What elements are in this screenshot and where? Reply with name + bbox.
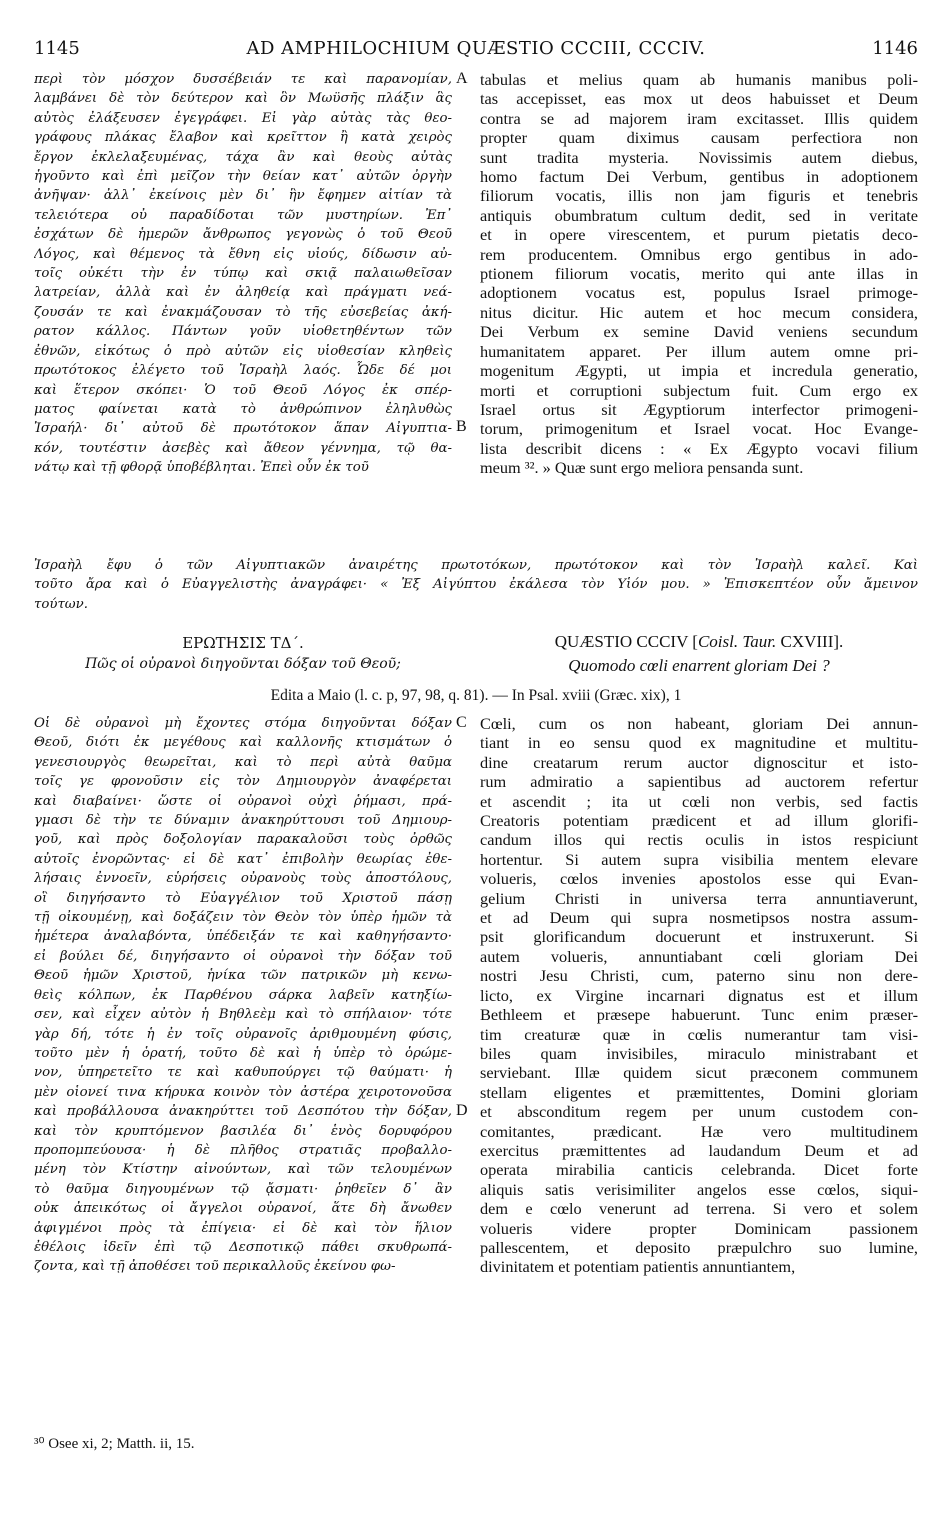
text-line: μένη τὸν Κτίστην αἰνούντων, καὶ τῶν τελουμένων xyxy=(34,1162,452,1178)
text-line: θεὶς κόλπων, ἐκ Παρθένου σάρκα λαβεῖν κατηξίω- xyxy=(34,987,452,1003)
text-line: ζοντα, καὶ τῇ ἀποθέσει τοῦ περικαλλοῦς ἐκείνου φω- xyxy=(34,1259,396,1275)
text-line: λατρείαν, ἀλλὰ καὶ ἐν ἀληθείᾳ καὶ πράγματι νεά- xyxy=(34,285,452,301)
text-line: τῇ οἰκουμένῃ, καὶ δοξάζειν τὸν Θεὸν τὸν ὑπὲρ ἡμῶν τὰ xyxy=(34,910,452,926)
text-line: Θεοῦ ἡμῶν Χριστοῦ, ἡνίκα τῶν πατρικῶν μὴ κενω- xyxy=(34,968,452,984)
text-line: operata mirabilia canticis celebranda. Dicet forte xyxy=(480,1160,918,1180)
top-latin-column xyxy=(480,70,918,478)
text-line: τελειότερα οὐ παραδίδοται τῶν μυστηρίων. Ἐπ᾽ xyxy=(34,207,452,223)
marker-a: A xyxy=(456,70,468,87)
latin-title-number: CXVIII]. xyxy=(776,632,844,651)
top-greek-column xyxy=(34,70,452,478)
text-line: Ἰσραὴλ ἔφυ ὁ τῶν Αἰγυπτιακῶν ἀναιρέτης πρωτοτόκων, πρωτότοκον καὶ τὸν Ἰσραὴλ καλεῖ. Καὶ xyxy=(34,558,918,573)
text-line: morti et corruptioni subjectum fuit. Cum ergo ex xyxy=(480,380,918,400)
text-line: meum ³². » Quæ sunt ergo meliora pensanda sunt. xyxy=(480,458,804,478)
running-title: AD AMPHILOCHIUM QUÆSTIO CCCIII, CCCIV. xyxy=(246,38,706,59)
text-line: tiant in eo sensu quod ex magnitudine et multitu- xyxy=(480,733,918,753)
marker-c: C xyxy=(456,714,467,731)
text-line: ptionem filiorum vocatis, merito qui ante illas in xyxy=(480,264,918,284)
text-line: ἔργον ἐκλελαξευμένας, τάχα ἂν καὶ θεοὺς αὐτὰς xyxy=(34,149,452,165)
text-line: ἀνῆψαν· ἀλλ᾽ ἐκείνοις μὲν δι᾽ ἣν ἔφημεν αἰτίαν τὰ xyxy=(34,188,452,204)
text-line: nitus dicitur. Hic autem et hoc mecum considera, xyxy=(480,302,918,322)
text-line: hortentur. Si autem supra visibilia mentem elevare xyxy=(480,849,918,869)
text-line: Dei Verbum ex semine David veniens secundum xyxy=(480,322,918,342)
text-line: γοῦ, καὶ πρὸς δοξολογίαν παρακαλοῦσι τοὺς ὀρθῶς xyxy=(34,832,452,848)
text-line: humanitatem apparet. Per illum autem omne pri- xyxy=(480,341,918,361)
text-line: exercitus præmittentes ad laudandum Deum et ad xyxy=(480,1140,918,1160)
text-line: καὶ ἕτερον σκόπει· Ὁ τοῦ Θεοῦ Λόγος ἐκ σπέρ- xyxy=(34,382,452,398)
text-line: ἡγοῦντο καὶ ἐπὶ μεῖζον τὴν θείαν κατ᾽ αὐτῶν ὀργὴν xyxy=(34,169,452,185)
text-line: πρωτότοκος ἐλέγετο τοῦ Ἰσραὴλ λαός. Ὧδε δέ μοι xyxy=(34,363,452,379)
text-line: Israel ortus sit Ægyptiorum interfector primogeni- xyxy=(480,399,918,419)
text-line: σεν, καὶ εἶχεν αὐτὸν ἡ Βηθλεὲμ καὶ τὸ σπήλαιον· τότε xyxy=(34,1007,452,1023)
text-line: προπομπεύουσα· ἡ δὲ πλῆθος στρατιᾶς προβαλλο- xyxy=(34,1142,452,1158)
text-line: tas accepisset, eas mox ut deos habuisset et Deum xyxy=(480,89,918,109)
text-line: aliquis satis verisimiliter angelos esse cœlos, siqui- xyxy=(480,1179,918,1199)
text-line: lista describit dicens : « Ex Ægypto vocavi filium xyxy=(480,438,918,458)
page-number-right: 1146 xyxy=(872,38,918,59)
text-line: propter quam diximus causam perfectiora non xyxy=(480,128,918,148)
text-line: τὸ θαῦμα διηγουμένων τῷ ᾄσματι· ῥηθεῖεν δ᾽ ἂν xyxy=(34,1181,452,1197)
text-line: αὐτοῖς ἐνορῶντας· εἰ δὲ κατ᾽ ἐπιβολὴν θεωρίας ἐθε- xyxy=(34,851,452,867)
text-line: antiquis obumbratum cultum dedit, sed in veritate xyxy=(480,205,918,225)
text-line: contra se ad majorem iram excitasset. Illis quidem xyxy=(480,108,918,128)
text-line: gelium Christi in universa terra annuntiaverunt, xyxy=(480,888,918,908)
text-line: τοῦτο μὲν ἡ ὁρατή, τοῦτο δὲ καὶ ἡ ὑπὲρ τὸ ὁρώμε- xyxy=(34,1045,452,1061)
text-line: καὶ τὸν κρυπτόμενον βασιλέα δι᾽ ἑνὸς δορυφόρου xyxy=(34,1123,452,1139)
text-line: καὶ προβάλλουσα ἀνακηρύττει τοῦ Δεσπότου τὴν δόξαν, xyxy=(34,1104,452,1120)
text-line: divinitatem et potentiam patientis annuntiantem, xyxy=(480,1257,796,1277)
text-line: Cœli, cum os non habeant, gloriam Dei annun- xyxy=(480,714,918,733)
text-line: τοῖς γε φρονοῦσιν εἰς τὸν Δημιουργὸν ἀναφέρεται xyxy=(34,774,452,790)
text-line: ἐθέλοις ἰδεῖν ἐπὶ τῷ Δεσποτικῷ πάθει σκυθρωπά- xyxy=(34,1239,452,1255)
text-line: pallescentem, et deposito præpulchro suo lumine, xyxy=(480,1237,918,1257)
text-line: οἳ διηγήσαντο τὸ Εὐαγγέλιον τοῦ Χριστοῦ πάσῃ xyxy=(34,890,452,906)
text-line: rem producentem. Omnibus ergo gentibus in ado- xyxy=(480,244,918,264)
text-line: ρατον κάλλος. Πάντων γοῦν υἱοθετηθέντων τῶν xyxy=(34,324,452,340)
text-line: sunt tradita mysteria. Novissimis autem diebus, xyxy=(480,147,918,167)
latin-title-part: QUÆSTIO CCCIV [ xyxy=(554,632,698,651)
marker-b: B xyxy=(456,418,467,435)
latin-question-subtitle: Quomodo cœli enarrent gloriam Dei ? xyxy=(568,656,830,675)
text-line: γενεσιουργὸς θεωρεῖται, καὶ τὸ περὶ αὐτὰ θαῦμα xyxy=(34,754,452,770)
page-number-left: 1145 xyxy=(34,38,80,59)
top-greek-continuation xyxy=(34,556,918,614)
text-line: Θεοῦ, διότι ἐκ μεγέθους καὶ καλλονῆς κτισμάτων ὁ xyxy=(34,735,452,751)
text-line: κόν, τουτέστιν ἀσεβὲς καὶ ἄθεον γέννημα, τῷ θα- xyxy=(34,440,452,456)
text-line: τούτων. xyxy=(34,596,88,612)
text-line: stellam eligentes et præmittentes, Domini gloriam xyxy=(480,1082,918,1102)
text-line: νάτῳ καὶ τῇ φθορᾷ ὑποβέβληται. Ἐπεὶ οὖν ἐκ τοῦ xyxy=(34,460,369,476)
text-line: homo factum Dei Verbum, gentibus in adoptionem xyxy=(480,167,918,187)
text-line: τοῦτο ἄρα καὶ ὁ Εὐαγγελιστὴς ἀναγράφει· « Ἐξ Αἰγύπτου ἐκάλεσα τὸν Υἱόν μου. » Ἐπισκεπτέον οὖν ἄμεινον xyxy=(34,577,918,593)
text-line: τοῖς οὐκέτι τὴν ἐν τύπῳ καὶ σκιᾷ παλαιωθεῖσαν xyxy=(34,266,452,282)
text-line: et ascendit ; ita ut cœli non verbis, sed factis xyxy=(480,791,918,811)
bottom-latin-column xyxy=(480,714,918,1277)
text-line: Οἱ δὲ οὐρανοὶ μὴ ἔχοντες στόμα διηγοῦνται δόξαν xyxy=(34,716,452,731)
text-line: γράφους πλάκας ἔλαβον καὶ κρεῖττον ἢ κατὰ χειρὸς xyxy=(34,130,452,146)
text-line: licto, ex Virgine incarnari dignatus est et illum xyxy=(480,985,918,1005)
footnote: ³⁰ Osee xi, 2; Matth. ii, 15. xyxy=(34,1436,195,1452)
text-line: ἡμέτερα ἀναλαβόντα, ὑπέδειξάν τε καὶ καθηγήσαντο· xyxy=(34,929,452,945)
edition-note: Edita a Maio (l. c. p, 97, 98, q. 81). — In Psal. xviii (Græc. xix), 1 xyxy=(270,687,682,704)
text-line: Λόγος, καὶ θέμενος τὰ ἔθνη εἰς υἱούς, δίδωσιν αὐ- xyxy=(34,246,452,262)
text-line: αὐτὸς ἐλάξευσεν ἐγεγράφει. Εἰ γὰρ αὐτὰς τὰς θεο- xyxy=(34,110,452,126)
text-line: autem volueris, annuntiabant cœli gloriam Dei xyxy=(480,946,918,966)
text-line: candum illos qui rectis oculis in istos respiciunt xyxy=(480,830,918,850)
text-line: καὶ διαβαίνει· ὥστε οἱ οὐρανοὶ οὐχὶ ῥήμασι, πρά- xyxy=(34,793,452,809)
text-line: ἐθνῶν, εἰκότως ὁ πρὸ αὐτῶν εἰς υἱοθεσίαν κληθεὶς xyxy=(34,343,452,359)
text-line: ζουσάν τε καὶ ἐνακμάζουσαν τὸ τῆς εὐσεβείας ἀκή- xyxy=(34,304,452,320)
text-line: dem e cœlo venerunt ad terrena. Si vero et solem xyxy=(480,1199,918,1219)
text-line: biles quam invisibiles, miraculo ministrabant et xyxy=(480,1043,918,1063)
text-line: serviebant. Illæ quidem sicut præconem communem xyxy=(480,1063,918,1083)
text-line: Ἰσραήλ· δι᾽ αὐτοῦ δὲ πρωτότοκον ἅπαν Αἰγυπτια- xyxy=(34,421,452,437)
text-line: et ad Deum qui supra nosmetipsos nostra assum- xyxy=(480,908,918,928)
text-line: Creatoris potentiam prædicent et ad illum glorifi- xyxy=(480,811,918,831)
text-line: adoptionem vocatus est, populus Israel primoge- xyxy=(480,283,918,303)
text-line: torum, primogenitum et Israel vocat. Hoc Evange- xyxy=(480,419,918,439)
text-line: λήσαις ἐννοεῖν, εὑρήσεις οὐρανοὺς τοὺς ἀποστόλους, xyxy=(34,871,452,887)
greek-question-title: ΕΡΩΤΗΣΙΣ ΤΔ΄. xyxy=(182,634,304,652)
text-line: μὲν οἱονεί τινα κήρυκα κοινὸν τὸν ἀστέρα χειροτονοῦσα xyxy=(34,1084,452,1100)
text-line: volueris videre propter Dominicam passionem xyxy=(480,1218,918,1238)
running-header xyxy=(34,38,918,62)
text-line: ἐσχάτων δὲ ἡμερῶν ἄνθρωπος γεγονὼς ὁ τοῦ Θεοῦ xyxy=(34,227,452,243)
text-line: γμασι δὲ τὴν τε δύναμιν ἀνακηρύττουσι τοῦ Δημιουρ- xyxy=(34,813,452,829)
marker-d: D xyxy=(456,1102,468,1119)
latin-title-source: Coisl. Taur. xyxy=(697,632,777,651)
text-line: περὶ τὸν μόσχον δυσσέβειάν τε καὶ παρανομίαν, xyxy=(34,72,452,87)
text-line: psit glorificandum docuerunt et instruxerunt. Si xyxy=(480,927,918,947)
text-line: ματος φαίνεται κατὰ τὸ ἀνθρώπινον ἐληλυθὼς xyxy=(34,401,452,417)
latin-question-title xyxy=(480,632,918,652)
text-line: et absconditum regem per unum custodem con- xyxy=(480,1102,918,1122)
text-line: εἰ βούλει δέ, διηγήσαντο οἱ οὐρανοὶ τὴν δόξαν τοῦ xyxy=(34,948,452,964)
bottom-greek-column xyxy=(34,714,452,1277)
text-line: νον, ὑπηρετεῖτο τε καὶ καθυπούργει τῷ θαύματι· ἡ xyxy=(34,1065,452,1081)
text-line: ἀφιγμένοι πρὸς τὰ ἐπίγεια· εἰ δὲ καὶ τὸν ἥλιον xyxy=(34,1220,452,1236)
text-line: οὐκ ἀπεικότως οἱ ἄγγελοι οὐρανοί, ἅτε δὴ ἄνωθεν xyxy=(34,1201,452,1217)
text-line: nostri Jesu Christi, cum, paterno sinu non dere- xyxy=(480,966,918,986)
text-line: mogenitum Ægypti, ut impia et incredula generatio, xyxy=(480,361,918,381)
greek-question-subtitle: Πῶς οἱ οὐρανοὶ διηγοῦνται δόξαν τοῦ Θεοῦ; xyxy=(85,656,401,672)
text-line: comitantes, prædicant. Hæ vero multitudinem xyxy=(480,1121,918,1141)
text-line: et in opere virescentem, et purum pietatis deco- xyxy=(480,225,918,245)
text-line: rum admiratio a sapientibus ad auctorem refertur xyxy=(480,772,918,792)
text-line: tim creaturæ quæ in cœlis numerantur tam visi- xyxy=(480,1024,918,1044)
text-line: filiorum vocatis, illis non jam figuris et tenebris xyxy=(480,186,918,206)
text-line: γὰρ δή, τότε ἡ ἐν τοῖς οὐρανοῖς ἀριθμουμένη φύσις, xyxy=(34,1026,452,1042)
text-line: dine creatarum rerum auctor dignoscitur et isto- xyxy=(480,752,918,772)
text-line: Bethleem et præsepe habuerunt. Tunc enim præser- xyxy=(480,1005,918,1025)
text-line: volueris, cœlos invenies apostolos esse qui Evan- xyxy=(480,869,918,889)
text-line: λαμβάνει δὲ τὸν δεύτερον καὶ ὃν Μωϋσῆς πλάξιν ἃς xyxy=(34,91,452,107)
text-line: tabulas et melius quam ab humanis manibus poli- xyxy=(480,70,918,89)
